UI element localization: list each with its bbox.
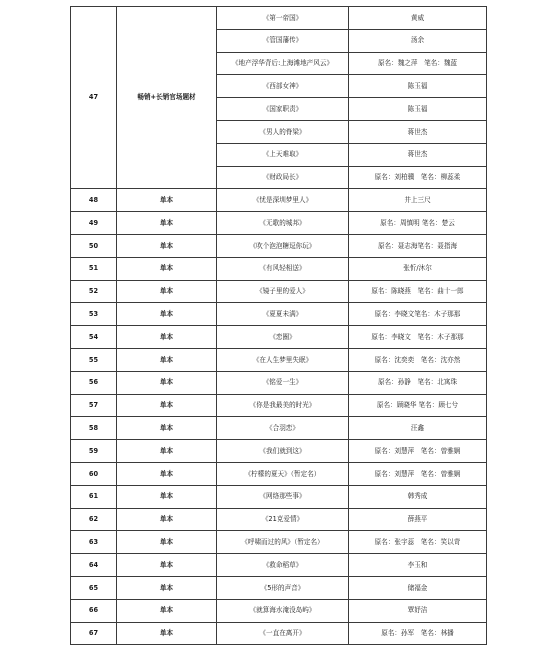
row-number-cell: 49 <box>71 212 117 235</box>
category-cell: 单本 <box>117 394 217 417</box>
category-cell: 单本 <box>117 189 217 212</box>
author-cell: 原名：沈奕奕 笔名：沈亦然 <box>349 348 487 371</box>
row-number-cell: 56 <box>71 371 117 394</box>
author-cell: 汪鑫 <box>349 417 487 440</box>
book-title-cell: 《有风轻相送》 <box>217 257 349 280</box>
author-cell: 陈玉福 <box>349 98 487 121</box>
category-cell: 单本 <box>117 234 217 257</box>
table-row <box>71 212 487 235</box>
table-row <box>71 485 487 508</box>
row-number-cell: 63 <box>71 531 117 554</box>
table-row <box>71 508 487 531</box>
book-title-cell: 《呼啸而过的风》（暂定名） <box>217 531 349 554</box>
book-list-table <box>70 6 487 645</box>
table-row <box>71 189 487 212</box>
table-row <box>71 326 487 349</box>
row-number-cell: 54 <box>71 326 117 349</box>
book-title-cell: 《管国藩传》 <box>217 29 349 52</box>
category-cell: 单本 <box>117 485 217 508</box>
row-number-cell: 62 <box>71 508 117 531</box>
book-title-cell: 《镜子里的爱人》 <box>217 280 349 303</box>
row-number-cell: 58 <box>71 417 117 440</box>
book-title-cell: 《男人的脊梁》 <box>217 120 349 143</box>
table-row <box>71 417 487 440</box>
table-row <box>71 7 487 30</box>
author-cell: 薛燕平 <box>349 508 487 531</box>
book-title-cell: 《在人生梦里失眠》 <box>217 348 349 371</box>
author-cell: 张忻/沐尔 <box>349 257 487 280</box>
book-title-cell: 《21克爱情》 <box>217 508 349 531</box>
table-row <box>71 303 487 326</box>
book-title-cell: 《西部女神》 <box>217 75 349 98</box>
category-cell: 单本 <box>117 622 217 645</box>
table-row <box>71 599 487 622</box>
table-row <box>71 622 487 645</box>
category-cell: 单本 <box>117 462 217 485</box>
author-cell: 原名：聂志海笔名：聂指海 <box>349 234 487 257</box>
author-cell: 李玉和 <box>349 554 487 577</box>
book-title-cell: 《吹个泡泡糖逗你玩》 <box>217 234 349 257</box>
book-title-cell: 《忧是深圳梦里人》 <box>217 189 349 212</box>
book-title-cell: 《地产浮华背后:上海滩地产风云》 <box>217 52 349 75</box>
author-cell: 原名：顾晓华 笔名：顾七兮 <box>349 394 487 417</box>
table-row <box>71 348 487 371</box>
author-cell: 原名：刘慧萍 笔名：曾雅娴 <box>349 440 487 463</box>
book-title-cell: 《5形的声音》 <box>217 576 349 599</box>
category-cell: 单本 <box>117 554 217 577</box>
category-cell: 畅销+长销官场题材 <box>117 7 217 189</box>
table-row <box>71 576 487 599</box>
category-cell: 单本 <box>117 417 217 440</box>
table-row <box>71 257 487 280</box>
author-cell: 原名：李晓文 笔名：木子那那 <box>349 326 487 349</box>
row-number-cell: 50 <box>71 234 117 257</box>
category-cell: 单本 <box>117 531 217 554</box>
author-cell: 原名：孙静 笔名：北寓珠 <box>349 371 487 394</box>
table-row <box>71 394 487 417</box>
book-title-cell: 《无歌的城邦》 <box>217 212 349 235</box>
row-number-cell: 57 <box>71 394 117 417</box>
book-title-cell: 《柠檬的夏天》（暂定名） <box>217 462 349 485</box>
table-row <box>71 280 487 303</box>
author-cell: 原名：张宇蕊 笔名：笑以苛 <box>349 531 487 554</box>
category-cell: 单本 <box>117 280 217 303</box>
row-number-cell: 53 <box>71 303 117 326</box>
author-cell: 储福金 <box>349 576 487 599</box>
author-cell: 蒋世杰 <box>349 143 487 166</box>
category-cell: 单本 <box>117 576 217 599</box>
category-cell: 单本 <box>117 440 217 463</box>
book-title-cell: 《就算海水淹没岛屿》 <box>217 599 349 622</box>
book-title-cell: 《你是我最美的时光》 <box>217 394 349 417</box>
row-number-cell: 55 <box>71 348 117 371</box>
author-cell: 蒋世杰 <box>349 120 487 143</box>
book-title-cell: 《一直在离开》 <box>217 622 349 645</box>
author-cell: 原名：李晓文笔名：木子那那 <box>349 303 487 326</box>
category-cell: 单本 <box>117 326 217 349</box>
category-cell: 单本 <box>117 599 217 622</box>
book-title-cell: 《财政局长》 <box>217 166 349 189</box>
book-title-cell: 《我们就到这》 <box>217 440 349 463</box>
row-number-cell: 51 <box>71 257 117 280</box>
row-number-cell: 66 <box>71 599 117 622</box>
row-number-cell: 52 <box>71 280 117 303</box>
table-row <box>71 554 487 577</box>
author-cell: 原名：陈晓燕 笔名：曲十一郎 <box>349 280 487 303</box>
row-number-cell: 64 <box>71 554 117 577</box>
book-title-cell: 《国家职责》 <box>217 98 349 121</box>
category-cell: 单本 <box>117 371 217 394</box>
author-cell: 陈玉福 <box>349 75 487 98</box>
table-row <box>71 234 487 257</box>
book-title-cell: 《合羽恋》 <box>217 417 349 440</box>
author-cell: 汤余 <box>349 29 487 52</box>
category-cell: 单本 <box>117 348 217 371</box>
category-cell: 单本 <box>117 303 217 326</box>
author-cell: 原名：魏之萍 笔名：魏蓝 <box>349 52 487 75</box>
row-number-cell: 47 <box>71 7 117 189</box>
book-title-cell: 《救命稻草》 <box>217 554 349 577</box>
author-cell: 黄威 <box>349 7 487 30</box>
row-number-cell: 67 <box>71 622 117 645</box>
table-row <box>71 440 487 463</box>
author-cell: 原名：周慎明 笔名：楚云 <box>349 212 487 235</box>
book-title-cell: 《第一帝国》 <box>217 7 349 30</box>
category-cell: 单本 <box>117 212 217 235</box>
author-cell: 井上三尺 <box>349 189 487 212</box>
author-cell: 覃妤洁 <box>349 599 487 622</box>
table-body <box>71 7 487 645</box>
book-title-cell: 《上天难取》 <box>217 143 349 166</box>
row-number-cell: 60 <box>71 462 117 485</box>
book-title-cell: 《夏夏未满》 <box>217 303 349 326</box>
category-cell: 单本 <box>117 508 217 531</box>
row-number-cell: 61 <box>71 485 117 508</box>
table-row <box>71 371 487 394</box>
table-row <box>71 462 487 485</box>
book-title-cell: 《网络那些事》 <box>217 485 349 508</box>
category-cell: 单本 <box>117 257 217 280</box>
author-cell: 原名：孙军 笔名：林播 <box>349 622 487 645</box>
book-title-cell: 《铭爱一生》 <box>217 371 349 394</box>
author-cell: 原名：刘慧萍 笔名：曾雅娴 <box>349 462 487 485</box>
author-cell: 原名：刘柏骥 笔名：柳蕊柔 <box>349 166 487 189</box>
table-row <box>71 531 487 554</box>
book-title-cell: 《恋圈》 <box>217 326 349 349</box>
row-number-cell: 59 <box>71 440 117 463</box>
row-number-cell: 48 <box>71 189 117 212</box>
row-number-cell: 65 <box>71 576 117 599</box>
author-cell: 韩秀成 <box>349 485 487 508</box>
